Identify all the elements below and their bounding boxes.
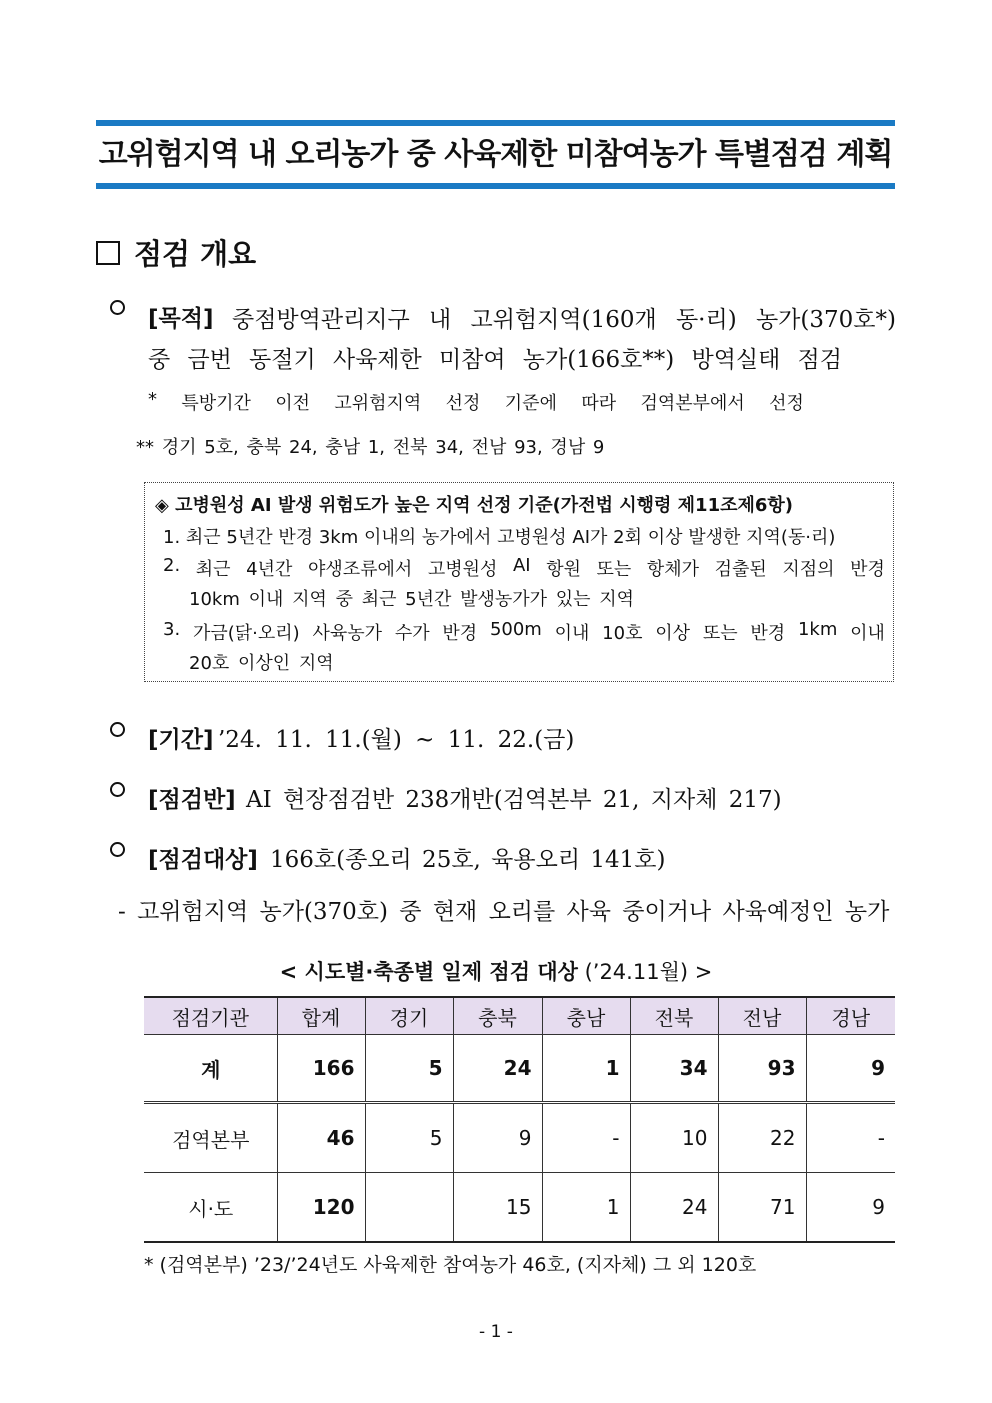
word: 이전 [275,393,311,414]
table-cell: 계 [144,1035,277,1103]
table-cell: 9 [806,1173,895,1243]
table-caption [0,956,992,986]
table-cell: 검역본부 [144,1103,277,1173]
purpose-bullet [110,300,145,321]
word: 이내 [850,623,885,644]
word: AI [512,555,531,576]
word: 방역실태 [691,347,781,373]
word: 농가(166호**) [522,347,675,373]
purpose-line-2 [148,341,842,374]
criteria-item-3-line-1 [163,619,885,645]
table-cell: 93 [718,1035,806,1103]
table-row [144,1173,895,1243]
word: 반경 [442,623,478,644]
purpose-note-1 [148,389,804,415]
column-header: 경남 [806,997,895,1035]
word: 3. [163,619,181,640]
table-cell: - [542,1103,630,1173]
table-cell [365,1173,453,1243]
word: 점검 [797,347,842,373]
word: 10호 [602,623,643,644]
table-row [144,1103,895,1173]
page-number: - 1 - [479,1322,513,1342]
purpose-line-1 [232,301,896,334]
table-cell: 71 [718,1173,806,1243]
table-cell: 1 [542,1035,630,1103]
document-title: 고위험지역 내 오리농가 중 사육제한 미참여농가 특별점검 계획 [98,137,893,172]
title-bottom-rule [96,183,895,189]
criteria-header: ◈ 고병원성 AI 발생 위험도가 높은 지역 선정 기준(가전법 시행령 제11조제6항) [155,495,794,516]
word: 중 [148,347,171,373]
section-heading [96,232,256,273]
table-cell: 10 [630,1103,718,1173]
circle-bullet-icon [110,842,125,857]
table-cell: 15 [453,1173,542,1243]
team-bullet [110,782,145,803]
word: 2. [163,555,181,576]
criteria-item-2-line-1 [163,555,885,581]
table-cell: 24 [453,1035,542,1103]
word: 또는 [702,623,738,644]
table-cell: 34 [630,1035,718,1103]
period-label: [기간] [148,727,214,753]
column-header: 충북 [453,997,542,1035]
word: * [148,389,157,410]
target-text: 166호(종오리 25호, 육용오리 141호) [270,847,666,873]
word: 동·리) [675,307,737,333]
table-caption-main: < 시도별·축종별 일제 점검 대상 [279,960,578,984]
word: 미참여 [438,347,506,373]
word: 금번 [187,347,232,373]
word: 고병원성 [427,559,498,580]
purpose-label: [목적] [148,306,214,332]
column-header: 점검기관 [144,997,277,1035]
criteria-item-2-line-2: 10km 이내 지역 중 최근 5년간 발생농가가 있는 지역 [189,589,635,610]
table-cell: - [806,1103,895,1173]
target-label: [점검대상] [148,847,258,873]
word: 검역본부에서 [640,393,745,414]
word: 선정 [769,393,804,414]
word: 사육제한 [332,347,422,373]
word: 항원 [546,559,581,580]
table-cell: 9 [453,1103,542,1173]
table-row-total [144,1035,895,1103]
criteria-item-3-line-2: 20호 이상인 지역 [189,653,334,674]
column-header: 전남 [718,997,806,1035]
purpose-note-2: ** 경기 5호, 충북 24, 충남 1, 전북 34, 전남 93, 경남 9 [136,437,605,458]
target-detail: - 고위험지역 농가(370호) 중 현재 오리를 사육 중이거나 사육예정인 농가 [118,899,890,925]
column-header: 합계 [277,997,365,1035]
table-caption-date: (’24.11월) [584,960,689,984]
word: 내 [429,307,452,333]
period-bullet [110,722,145,743]
word: 동절기 [249,347,316,373]
word: 가금(닭·오리) [192,623,300,644]
word: 고위험지역(160개 [470,307,657,333]
title-top-rule [96,120,895,126]
word: 최근 [195,559,231,580]
table-footnote: * (검역본부) ’23/’24년도 사육제한 참여농가 46호, (지자체) 그 외 120호 [144,1254,757,1276]
word: 따라 [581,393,617,414]
word: 1km [797,619,838,640]
word: 기준에 [504,393,557,414]
word: 4년간 [246,559,293,580]
table-cell: 24 [630,1173,718,1243]
circle-bullet-icon [110,300,125,315]
word: 반경 [750,623,786,644]
criteria-box [144,482,894,682]
table-cell: 5 [365,1103,453,1173]
word: 반경 [850,559,885,580]
word: 특방기간 [181,393,251,414]
word: 500m [489,619,542,640]
inspection-target-table [144,996,895,1243]
section-heading-text: 점검 개요 [134,237,257,271]
word: 또는 [596,559,632,580]
table-header-row [144,997,895,1035]
word: 사육농가 [312,623,383,644]
column-header: 충남 [542,997,630,1035]
target-bullet [110,842,145,863]
table-cell: 120 [277,1173,365,1243]
word: 지점의 [782,559,835,580]
team-label: [점검반] [148,787,236,813]
period-text: ’24. 11. 11.(월) ~ 11. 22.(금) [218,727,575,753]
team-text: AI 현장점검반 238개반(검역본부 21, 지자체 217) [246,787,782,813]
circle-bullet-icon [110,782,125,797]
criteria-item-1: 1. 최근 5년간 반경 3km 이내의 농가에서 고병원성 AI가 2회 이상 발생한 지역(동·리) [163,527,836,548]
word: 항체가 [646,559,700,580]
table-cell: 46 [277,1103,365,1173]
table-caption-end: > [694,960,713,984]
word: 농가(370호*) [755,307,896,333]
circle-bullet-icon [110,722,125,737]
word: 검출된 [714,559,767,580]
word: 이상 [655,623,691,644]
table-cell: 1 [542,1173,630,1243]
checkbox-square-icon [96,241,120,265]
word: 이내 [554,623,590,644]
word: 선정 [445,393,481,414]
table-cell: 5 [365,1035,453,1103]
word: 중점방역관리지구 [232,307,410,333]
table-cell: 166 [277,1035,365,1103]
column-header: 전북 [630,997,718,1035]
table-cell: 9 [806,1035,895,1103]
table-cell: 22 [718,1103,806,1173]
word: 야생조류에서 [307,559,413,580]
word: 고위험지역 [334,393,422,414]
column-header: 경기 [365,997,453,1035]
word: 수가 [394,623,430,644]
table-cell: 시·도 [144,1173,277,1243]
